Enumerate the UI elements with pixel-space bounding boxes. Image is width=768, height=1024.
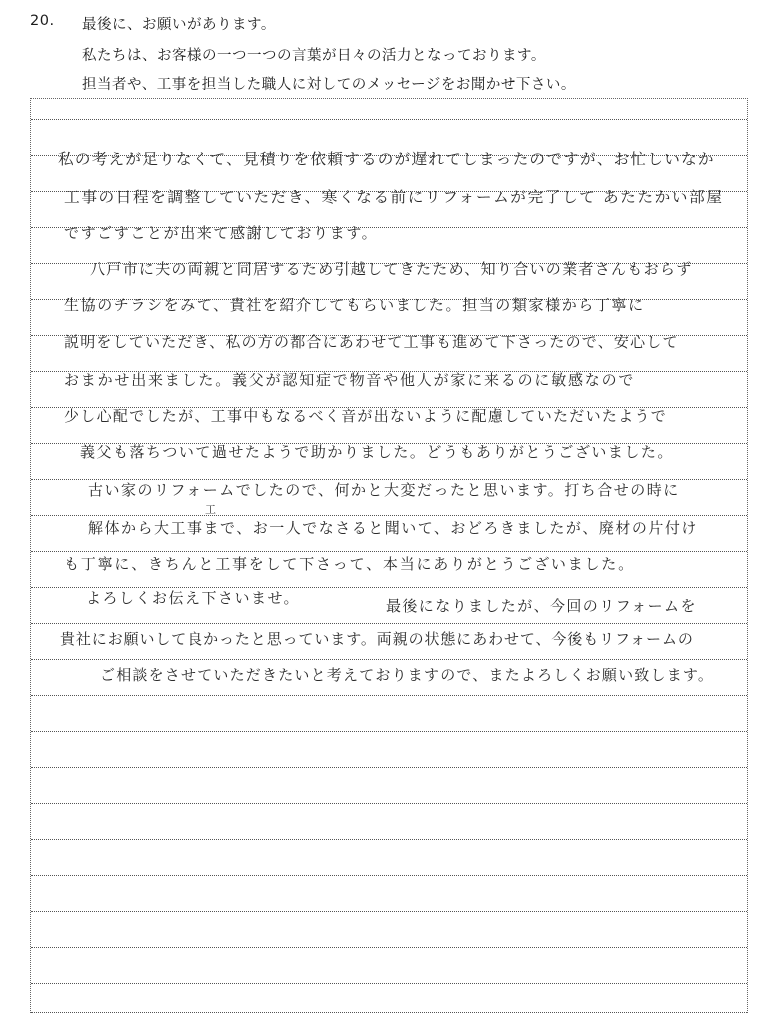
ruled-line — [31, 767, 747, 768]
handwritten-line: 義父も落ちついて過せたようで助かりました。どうもありがとうございました。 — [80, 443, 674, 461]
question-prompt-line-3: 担当者や、工事を担当した職人に対してのメッセージをお聞かせ下さい。 — [82, 77, 576, 93]
ruled-line — [31, 515, 747, 516]
question-number: 20. — [30, 13, 55, 29]
handwritten-line: 少し心配でしたが、工事中もなるべく音が出ないように配慮していただいたようで — [64, 407, 668, 425]
ruled-line — [31, 803, 747, 804]
ruled-line — [31, 947, 747, 948]
handwritten-line: 生協のチラシをみて、貴社を紹介してもらいました。担当の類家様から丁寧に — [64, 296, 645, 314]
handwritten-line: ですごすことが出来て感謝しております。 — [64, 224, 379, 242]
handwritten-line: 工事の日程を調整していただき、寒くなる前にリフォームが完了して あたたかい部屋 — [64, 188, 724, 206]
handwritten-line: 説明をしていただき、私の方の都合にあわせて工事も進めて下さったので、安心して — [64, 333, 679, 351]
ruled-line — [31, 695, 747, 696]
handwritten-line: 解体から大工事まで、お一人でなさると聞いて、おどろきましたが、廃材の片付け — [88, 519, 698, 537]
handwritten-line: おまかせ出来ました。義父が認知症で物音や他人が家に来るのに敏感なので — [64, 371, 636, 389]
question-header — [0, 0, 768, 96]
handwritten-line: よろしくお伝え下さいませ。 — [86, 589, 301, 607]
ruled-line — [31, 623, 747, 624]
ruled-line — [31, 119, 747, 120]
handwritten-line: 私の考えが足りなくて、見積りを依頼するのが遅れてしまったのですが、お忙しいなか — [58, 150, 715, 168]
ruled-line — [31, 659, 747, 660]
ruled-line — [31, 875, 747, 876]
ruled-line — [31, 839, 747, 840]
ruled-line — [31, 731, 747, 732]
handwritten-line: 最後になりましたが、今回のリフォームを — [386, 597, 697, 615]
ruled-line — [31, 911, 747, 912]
ruled-line — [31, 1012, 747, 1013]
handwritten-line: 貴社にお願いして良かったと思っています。両親の状態にあわせて、今後もリフォームの — [60, 630, 694, 648]
handwritten-line: 古い家のリフォームでしたので、何かと大変だったと思います。打ち合せの時に — [88, 481, 680, 499]
insertion-mark: 工 — [205, 503, 216, 516]
ruled-line — [31, 983, 747, 984]
ruled-line — [31, 551, 747, 552]
handwritten-line: 八戸市に夫の両親と同居するため引越してきたため、知り合いの業者さんもおらず — [90, 260, 693, 278]
handwritten-line: ご相談をさせていただきたいと考えておりますので、またよろしくお願い致します。 — [100, 666, 715, 684]
question-prompt-line-1: 最後に、お願いがあります。 — [82, 17, 276, 33]
handwritten-line: も丁寧に、きちんと工事をして下さって、本当にありがとうございました。 — [64, 555, 635, 573]
question-prompt-line-2: 私たちは、お客様の一つ一つの言葉が日々の活力となっております。 — [82, 48, 546, 64]
